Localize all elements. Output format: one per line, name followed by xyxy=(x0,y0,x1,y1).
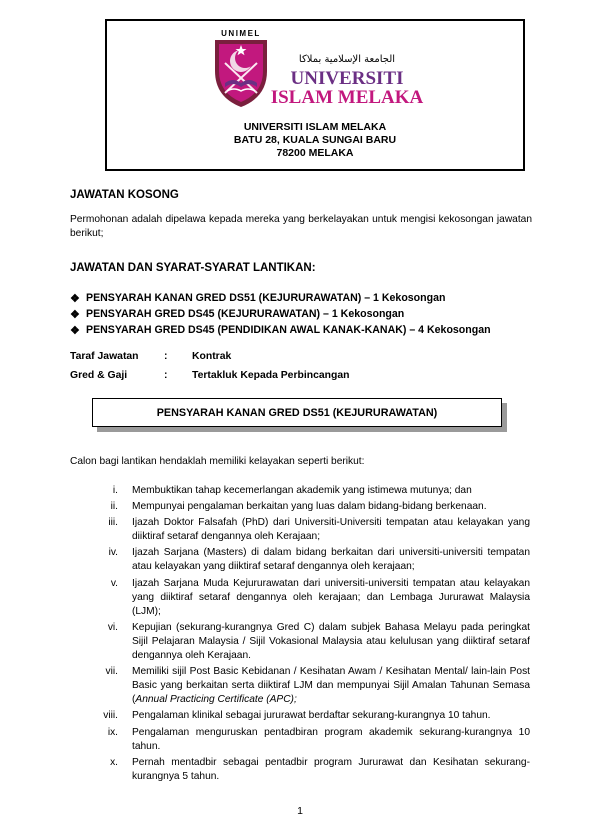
item-text-italic: Annual Practicing Certificate (APC); xyxy=(135,694,297,706)
list-item xyxy=(90,621,530,663)
item-text-main: Memiliki sijil Post Basic Kebidanan / Kesihatan Awam / Kesihatan Mental/ lain-lain Post Basic yang berkaitan serta diiktiraf LJM dan mempunyai Sijil Amalan Tahunan Semasa ( xyxy=(132,666,530,706)
item-number: vi. xyxy=(107,621,118,633)
section-title-positions: JAWATAN DAN SYARAT-SYARAT LANTIKAN: xyxy=(70,262,316,274)
item-text: Pernah mentadbir sebagai pentadbir program Jururawat dan Kesihatan sekurang-kurangnya 5 tahun. xyxy=(132,756,530,782)
university-address xyxy=(107,121,523,160)
list-item xyxy=(70,290,540,306)
separator: : xyxy=(164,351,168,362)
address-line: BATU 28, KUALA SUNGAI BARU xyxy=(233,134,397,146)
taraf-value: Kontrak xyxy=(192,351,232,362)
page-number: 1 xyxy=(297,805,303,817)
requirements-list xyxy=(90,484,530,784)
position-label: PENSYARAH KANAN GRED DS51 (KEJURURAWATAN) – 1 Kekosongan xyxy=(86,292,446,304)
list-item xyxy=(90,546,530,574)
arabic-name: الجامعة الإسلامية بملاكا xyxy=(298,54,396,65)
intro-paragraph: Permohonan adalah dipelawa kepada mereka yang berkelayakan untuk mengisi kekosongan jawatan berikut; xyxy=(70,214,532,239)
list-item xyxy=(70,306,540,322)
item-text xyxy=(132,665,530,707)
address-line: UNIVERSITI ISLAM MELAKA xyxy=(243,121,387,133)
positions-list xyxy=(70,290,540,338)
separator: : xyxy=(164,370,168,381)
item-number: iv. xyxy=(108,547,118,559)
position-label: PENSYARAH GRED DS45 (PENDIDIKAN AWAL KANAK-KANAK) – 4 Kekosongan xyxy=(86,324,491,336)
address-line: 78200 MELAKA xyxy=(276,147,354,159)
info-gred xyxy=(70,370,349,381)
list-item xyxy=(90,665,530,707)
position-heading-box: PENSYARAH KANAN GRED DS51 (KEJURURAWATAN) xyxy=(92,398,502,427)
item-text: Ijazah Sarjana (Masters) di dalam bidang berkaitan dari universiti-universiti tempatan atau kelayakan yang diiktiraf setaraf dengannya oleh kerajaan; xyxy=(132,547,530,573)
item-text: Ijazah Doktor Falsafah (PhD) dari Universiti-Universiti tempatan atau kelayakan yang diiktiraf setaraf dengannya oleh Kerajaan; xyxy=(132,517,530,543)
logo-name-line1: UNIVERSITI xyxy=(290,68,404,89)
item-number: i. xyxy=(112,485,118,496)
requirements-intro: Calon bagi lantikan hendaklah memiliki kelayakan seperti berikut: xyxy=(70,456,365,467)
item-text: Mempunyai pengalaman berkaitan yang luas dalam bidang-bidang berkenaan. xyxy=(132,501,487,513)
item-text: Kepujian (sekurang-kurangnya Gred C) dalam subjek Bahasa Melayu pada peringkat Sijil Pelajaran Malaysia / Sijil Vokasional Malaysia atau kelulusan yang diiktiraf setaraf dengannya oleh Kerajaan. xyxy=(132,621,530,662)
position-label: PENSYARAH GRED DS45 (KEJURURAWATAN) – 1 Kekosongan xyxy=(86,308,405,320)
list-item xyxy=(70,322,540,338)
list-item xyxy=(90,484,530,498)
item-number: viii. xyxy=(103,710,118,722)
list-item xyxy=(90,516,530,544)
gred-value: Tertakluk Kepada Perbincangan xyxy=(192,370,350,381)
list-item xyxy=(90,500,530,514)
item-text: Ijazah Sarjana Muda Kejururawatan dari universiti-universiti tempatan atau kelayakan yang diiktiraf setaraf dengannya oleh kerajaan; dan Lembaga Jururawat Malaysia (LJM); xyxy=(132,577,530,617)
item-number: ix. xyxy=(107,726,118,738)
info-taraf xyxy=(70,351,231,362)
section-title-vacancy: JAWATAN KOSONG xyxy=(70,189,179,201)
logo-name-line2: ISLAM MELAKA xyxy=(270,87,424,108)
diamond-bullet-icon: ❖ xyxy=(70,308,80,321)
item-text: Pengalaman klinikal sebagai jururawat berdaftar sekurang-kurangnya 10 tahun. xyxy=(132,710,491,722)
letterhead-box xyxy=(105,19,525,171)
gred-label: Gred & Gaji xyxy=(70,370,128,381)
item-text: Membuktikan tahap kecemerlangan akademik yang istimewa mutunya; dan xyxy=(132,485,472,496)
list-item xyxy=(90,726,530,754)
item-number: ii. xyxy=(110,501,118,513)
crest-icon xyxy=(215,40,267,107)
svg-text:UNIMEL: UNIMEL xyxy=(221,29,261,38)
university-logo xyxy=(207,27,427,112)
item-number: vii. xyxy=(105,666,118,678)
diamond-bullet-icon: ❖ xyxy=(70,324,80,337)
item-text: Pengalaman menguruskan pentadbiran program akademik sekurang-kurangnya 10 tahun. xyxy=(132,726,530,752)
item-number: iii. xyxy=(108,517,118,529)
taraf-label: Taraf Jawatan xyxy=(70,351,139,362)
list-item xyxy=(90,756,530,784)
diamond-bullet-icon: ❖ xyxy=(70,292,80,305)
list-item xyxy=(90,709,530,723)
item-number: x. xyxy=(110,756,118,768)
list-item xyxy=(90,577,530,619)
item-number: v. xyxy=(110,577,118,589)
